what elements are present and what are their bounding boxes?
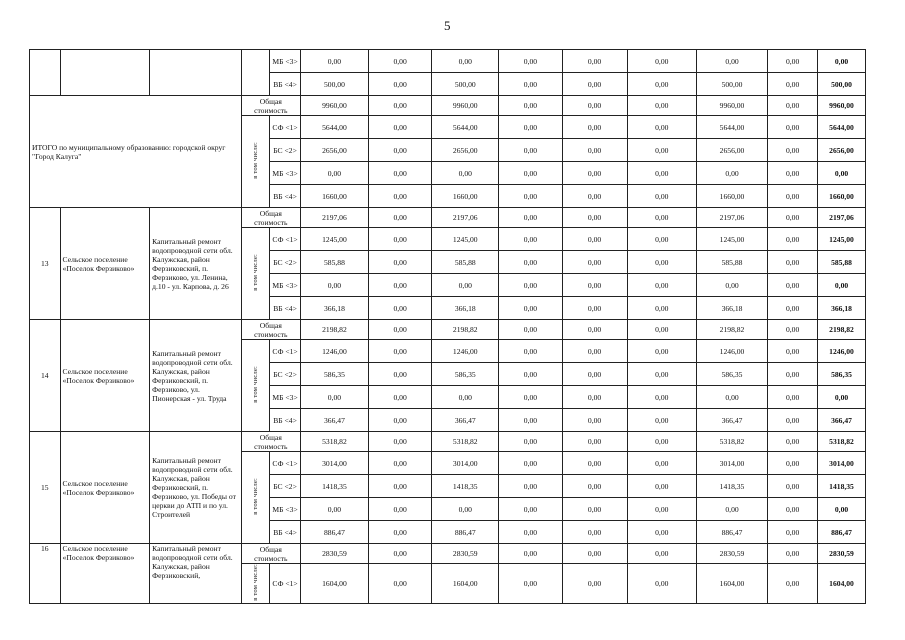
- value-cell: [818, 564, 866, 604]
- value-cell: 1418,35: [300, 475, 368, 498]
- value-cell: 586,35: [300, 363, 368, 386]
- value-cell: 2197,06: [432, 208, 499, 228]
- total-cost-label: Общая стоимость: [241, 432, 300, 452]
- object-description: Капитальный ремонт водопроводной сети обл. Калужская, район Ферзиковский,: [150, 544, 242, 604]
- value-cell: [818, 544, 866, 564]
- value-cell: 0,00: [768, 73, 818, 96]
- value-cell: 2198,82: [432, 320, 499, 340]
- value-cell: 0,00: [627, 116, 696, 139]
- total-cost-label: Общая стоимость: [241, 96, 300, 116]
- value-cell: 0,00: [499, 208, 562, 228]
- blank-index-cell: [30, 50, 61, 96]
- value-cell: 0,00: [369, 274, 432, 297]
- fund-type-label: ВБ <4>: [270, 409, 301, 432]
- row-total-value: 585,88: [831, 257, 852, 267]
- value-cell: 0,00: [627, 521, 696, 544]
- value-cell: 0,00: [627, 409, 696, 432]
- fund-type-label: СФ <1>: [270, 452, 301, 475]
- value-cell: [818, 521, 866, 544]
- value-cell: 0,00: [562, 521, 627, 544]
- value-cell: 1245,00: [432, 228, 499, 251]
- value-cell: 0,00: [369, 521, 432, 544]
- value-cell: 0,00: [499, 521, 562, 544]
- value-cell: 5318,82: [432, 432, 499, 452]
- value-cell: 0,00: [562, 297, 627, 320]
- value-cell: 0,00: [768, 544, 818, 564]
- value-cell: 0,00: [768, 96, 818, 116]
- value-cell: 1604,00: [696, 564, 767, 604]
- value-cell: 586,35: [432, 363, 499, 386]
- value-cell: 366,18: [432, 297, 499, 320]
- total-cost-label: Общая стоимость: [241, 320, 300, 340]
- municipality-name: Сельское поселение «Поселок Ферзиково»: [60, 544, 150, 604]
- value-cell: 0,00: [562, 274, 627, 297]
- value-cell: [818, 475, 866, 498]
- value-cell: 0,00: [562, 340, 627, 363]
- value-cell: 0,00: [627, 185, 696, 208]
- table-row: [30, 208, 866, 228]
- value-cell: 5644,00: [432, 116, 499, 139]
- value-cell: 2656,00: [432, 139, 499, 162]
- value-cell: 0,00: [300, 274, 368, 297]
- row-total-value: 886,47: [831, 527, 852, 537]
- in-that-number-text: в том числе:: [252, 564, 260, 601]
- value-cell: 0,00: [562, 409, 627, 432]
- value-cell: 0,00: [499, 409, 562, 432]
- value-cell: 0,00: [369, 320, 432, 340]
- value-cell: 0,00: [562, 432, 627, 452]
- value-cell: 0,00: [300, 50, 368, 73]
- table-row: [30, 50, 866, 73]
- value-cell: [818, 139, 866, 162]
- row-total-value: 2198,82: [829, 325, 854, 334]
- value-cell: 3014,00: [300, 452, 368, 475]
- object-description: Капитальный ремонт водопроводной сети обл. Калужская, район Ферзиковский, п. Ферзиково, ул. Ленина, д.10 - ул. Карпова, д. 26: [150, 208, 242, 320]
- value-cell: 0,00: [499, 96, 562, 116]
- value-cell: 0,00: [696, 386, 767, 409]
- in-that-number-text: в том числе:: [252, 366, 260, 403]
- fund-type-label: БС <2>: [270, 139, 301, 162]
- value-cell: 500,00: [432, 73, 499, 96]
- value-cell: 0,00: [369, 208, 432, 228]
- blank-municipality-cell: [60, 50, 150, 96]
- value-cell: [818, 274, 866, 297]
- value-cell: 0,00: [562, 50, 627, 73]
- value-cell: 2656,00: [300, 139, 368, 162]
- value-cell: 0,00: [499, 386, 562, 409]
- value-cell: 0,00: [562, 251, 627, 274]
- value-cell: 366,47: [696, 409, 767, 432]
- value-cell: 585,88: [432, 251, 499, 274]
- value-cell: 0,00: [696, 50, 767, 73]
- municipality-name: Сельское поселение «Поселок Ферзиково»: [60, 208, 150, 320]
- value-cell: 0,00: [768, 116, 818, 139]
- value-cell: 0,00: [499, 139, 562, 162]
- value-cell: 0,00: [432, 50, 499, 73]
- value-cell: 2198,82: [300, 320, 368, 340]
- value-cell: 0,00: [768, 432, 818, 452]
- value-cell: 0,00: [627, 73, 696, 96]
- row-total-value: 1246,00: [829, 346, 854, 356]
- value-cell: 0,00: [369, 96, 432, 116]
- fund-type-label: СФ <1>: [270, 116, 301, 139]
- table-row: [30, 96, 866, 116]
- value-cell: 1418,35: [696, 475, 767, 498]
- value-cell: 0,00: [499, 274, 562, 297]
- value-cell: 0,00: [369, 544, 432, 564]
- value-cell: 0,00: [768, 498, 818, 521]
- value-cell: 0,00: [627, 386, 696, 409]
- municipality-name: Сельское поселение «Поселок Ферзиково»: [60, 432, 150, 544]
- value-cell: 1418,35: [432, 475, 499, 498]
- value-cell: [818, 432, 866, 452]
- value-cell: 0,00: [562, 139, 627, 162]
- value-cell: 366,18: [300, 297, 368, 320]
- value-cell: 0,00: [768, 340, 818, 363]
- value-cell: 0,00: [499, 432, 562, 452]
- value-cell: 0,00: [369, 297, 432, 320]
- value-cell: 0,00: [562, 73, 627, 96]
- value-cell: 0,00: [562, 363, 627, 386]
- value-cell: 0,00: [499, 185, 562, 208]
- table-row: [30, 544, 866, 564]
- value-cell: 0,00: [369, 409, 432, 432]
- row-total-value: 1245,00: [829, 234, 854, 244]
- value-cell: [818, 162, 866, 185]
- value-cell: 0,00: [627, 139, 696, 162]
- value-cell: 0,00: [499, 320, 562, 340]
- in-that-number-label: [241, 116, 270, 208]
- in-that-number-label: [241, 452, 270, 544]
- value-cell: 0,00: [432, 386, 499, 409]
- value-cell: 2197,06: [300, 208, 368, 228]
- value-cell: 0,00: [627, 320, 696, 340]
- value-cell: 5644,00: [696, 116, 767, 139]
- value-cell: 0,00: [768, 185, 818, 208]
- row-total-value: 3014,00: [829, 458, 854, 468]
- page-number: 5: [444, 18, 451, 33]
- value-cell: 366,47: [432, 409, 499, 432]
- value-cell: 0,00: [499, 363, 562, 386]
- value-cell: 0,00: [432, 498, 499, 521]
- value-cell: [818, 73, 866, 96]
- value-cell: 1246,00: [300, 340, 368, 363]
- value-cell: 3014,00: [432, 452, 499, 475]
- value-cell: 2656,00: [696, 139, 767, 162]
- row-total-value: 0,00: [834, 280, 849, 290]
- value-cell: 0,00: [562, 208, 627, 228]
- value-cell: 366,18: [696, 297, 767, 320]
- value-cell: 0,00: [369, 432, 432, 452]
- total-cost-label: Общая стоимость: [241, 544, 300, 564]
- value-cell: 1246,00: [432, 340, 499, 363]
- value-cell: 1604,00: [432, 564, 499, 604]
- value-cell: 0,00: [768, 208, 818, 228]
- value-cell: 0,00: [499, 475, 562, 498]
- value-cell: 0,00: [369, 452, 432, 475]
- value-cell: 0,00: [768, 297, 818, 320]
- fund-type-label: СФ <1>: [270, 228, 301, 251]
- value-cell: 0,00: [562, 96, 627, 116]
- row-total-value: 586,35: [831, 369, 852, 379]
- budget-table: [29, 49, 866, 604]
- value-cell: 1660,00: [432, 185, 499, 208]
- value-cell: 0,00: [768, 475, 818, 498]
- value-cell: 2198,82: [696, 320, 767, 340]
- value-cell: 0,00: [768, 50, 818, 73]
- object-description: Капитальный ремонт водопроводной сети обл. Калужская, район Ферзиковский, п. Ферзиково, ул. Пионерская - ул. Труда: [150, 320, 242, 432]
- value-cell: 0,00: [768, 386, 818, 409]
- value-cell: [818, 498, 866, 521]
- value-cell: 0,00: [562, 116, 627, 139]
- value-cell: 0,00: [562, 185, 627, 208]
- value-cell: 1660,00: [300, 185, 368, 208]
- row-total-value: 5318,82: [829, 437, 854, 446]
- value-cell: 0,00: [627, 475, 696, 498]
- fund-type-label: БС <2>: [270, 363, 301, 386]
- value-cell: [818, 251, 866, 274]
- value-cell: [818, 228, 866, 251]
- row-total-value: 0,00: [834, 168, 849, 178]
- row-total-value: 366,18: [831, 303, 852, 313]
- fund-type-label: ВБ <4>: [270, 521, 301, 544]
- value-cell: 0,00: [696, 162, 767, 185]
- value-cell: 0,00: [369, 228, 432, 251]
- in-that-number-label: [241, 564, 270, 604]
- value-cell: 0,00: [627, 432, 696, 452]
- row-total-value: 2197,06: [829, 213, 854, 222]
- municipality-name: Сельское поселение «Поселок Ферзиково»: [60, 320, 150, 432]
- value-cell: 0,00: [627, 452, 696, 475]
- value-cell: 9960,00: [696, 96, 767, 116]
- row-total-value: 1604,00: [829, 578, 854, 588]
- value-cell: 0,00: [499, 73, 562, 96]
- value-cell: 0,00: [499, 251, 562, 274]
- value-cell: 886,47: [300, 521, 368, 544]
- in-that-number-text: в том числе:: [252, 142, 260, 179]
- value-cell: 0,00: [627, 50, 696, 73]
- itogo-label: ИТОГО по муниципальному образованию: городской округ "Город Калуга": [30, 96, 242, 208]
- value-cell: 0,00: [499, 50, 562, 73]
- value-cell: 886,47: [432, 521, 499, 544]
- blank-object-cell: [150, 50, 242, 96]
- fund-type-label: БС <2>: [270, 475, 301, 498]
- value-cell: 0,00: [499, 564, 562, 604]
- value-cell: 0,00: [369, 162, 432, 185]
- row-total-value: 5644,00: [829, 122, 854, 132]
- value-cell: 2197,06: [696, 208, 767, 228]
- value-cell: 0,00: [499, 544, 562, 564]
- value-cell: 0,00: [562, 386, 627, 409]
- value-cell: 1246,00: [696, 340, 767, 363]
- value-cell: 0,00: [627, 297, 696, 320]
- value-cell: 0,00: [369, 363, 432, 386]
- in-that-number-text: в том числе:: [252, 478, 260, 515]
- value-cell: 0,00: [768, 452, 818, 475]
- value-cell: [818, 50, 866, 73]
- value-cell: 586,35: [696, 363, 767, 386]
- value-cell: 0,00: [696, 274, 767, 297]
- value-cell: 0,00: [369, 73, 432, 96]
- blank-vertical-cell: [241, 50, 270, 96]
- object-description: Капитальный ремонт водопроводной сети обл. Калужская, район Ферзиковский, п. Ферзиково, ул. Победы от церкви до АТП и по ул. Строителей: [150, 432, 242, 544]
- value-cell: 0,00: [499, 297, 562, 320]
- value-cell: 0,00: [627, 544, 696, 564]
- value-cell: 0,00: [300, 162, 368, 185]
- value-cell: 2830,59: [300, 544, 368, 564]
- value-cell: 0,00: [499, 340, 562, 363]
- value-cell: 5318,82: [696, 432, 767, 452]
- value-cell: 0,00: [768, 228, 818, 251]
- value-cell: [818, 363, 866, 386]
- value-cell: 0,00: [369, 139, 432, 162]
- value-cell: [818, 409, 866, 432]
- value-cell: [818, 96, 866, 116]
- value-cell: 500,00: [696, 73, 767, 96]
- value-cell: 2830,59: [432, 544, 499, 564]
- value-cell: 0,00: [369, 50, 432, 73]
- entry-index: 16: [30, 544, 61, 604]
- value-cell: 0,00: [627, 564, 696, 604]
- value-cell: 0,00: [562, 475, 627, 498]
- entry-index: 15: [30, 432, 61, 544]
- value-cell: 0,00: [627, 340, 696, 363]
- value-cell: 0,00: [369, 564, 432, 604]
- value-cell: [818, 340, 866, 363]
- value-cell: 0,00: [768, 320, 818, 340]
- row-total-value: 9960,00: [829, 101, 854, 110]
- table-row: [30, 432, 866, 452]
- fund-type-label: МБ <3>: [270, 50, 301, 73]
- value-cell: 0,00: [432, 162, 499, 185]
- value-cell: 0,00: [432, 274, 499, 297]
- value-cell: 1245,00: [696, 228, 767, 251]
- value-cell: 0,00: [300, 498, 368, 521]
- value-cell: 585,88: [696, 251, 767, 274]
- row-total-value: 0,00: [834, 56, 849, 66]
- value-cell: 2830,59: [696, 544, 767, 564]
- value-cell: [818, 116, 866, 139]
- entry-index: 13: [30, 208, 61, 320]
- value-cell: 0,00: [768, 251, 818, 274]
- value-cell: 0,00: [696, 498, 767, 521]
- value-cell: 366,47: [300, 409, 368, 432]
- value-cell: 0,00: [499, 116, 562, 139]
- fund-type-label: МБ <3>: [270, 274, 301, 297]
- row-total-value: 1660,00: [829, 191, 854, 201]
- value-cell: 0,00: [562, 162, 627, 185]
- value-cell: 0,00: [627, 162, 696, 185]
- value-cell: 500,00: [300, 73, 368, 96]
- value-cell: 0,00: [369, 386, 432, 409]
- row-total-value: 500,00: [831, 79, 852, 89]
- value-cell: 0,00: [499, 498, 562, 521]
- value-cell: 9960,00: [300, 96, 368, 116]
- fund-type-label: ВБ <4>: [270, 73, 301, 96]
- value-cell: 0,00: [768, 162, 818, 185]
- row-total-value: 2830,59: [829, 549, 854, 558]
- value-cell: 0,00: [627, 498, 696, 521]
- fund-type-label: ВБ <4>: [270, 185, 301, 208]
- value-cell: 0,00: [562, 320, 627, 340]
- value-cell: 0,00: [562, 544, 627, 564]
- value-cell: 0,00: [768, 564, 818, 604]
- fund-type-label: СФ <1>: [270, 564, 301, 604]
- in-that-number-label: [241, 340, 270, 432]
- value-cell: 1660,00: [696, 185, 767, 208]
- value-cell: 0,00: [627, 274, 696, 297]
- value-cell: 0,00: [627, 208, 696, 228]
- value-cell: 0,00: [499, 162, 562, 185]
- value-cell: 0,00: [627, 363, 696, 386]
- value-cell: [818, 320, 866, 340]
- table-row: [30, 320, 866, 340]
- value-cell: 0,00: [369, 475, 432, 498]
- value-cell: [818, 452, 866, 475]
- value-cell: 0,00: [768, 409, 818, 432]
- value-cell: [818, 386, 866, 409]
- value-cell: 0,00: [562, 452, 627, 475]
- value-cell: 0,00: [768, 274, 818, 297]
- value-cell: 0,00: [768, 521, 818, 544]
- value-cell: 1604,00: [300, 564, 368, 604]
- value-cell: 0,00: [369, 340, 432, 363]
- value-cell: 0,00: [369, 498, 432, 521]
- value-cell: 0,00: [627, 96, 696, 116]
- value-cell: 0,00: [369, 251, 432, 274]
- value-cell: [818, 208, 866, 228]
- fund-type-label: ВБ <4>: [270, 297, 301, 320]
- row-total-value: 0,00: [834, 504, 849, 514]
- value-cell: 585,88: [300, 251, 368, 274]
- value-cell: 0,00: [768, 363, 818, 386]
- value-cell: 0,00: [499, 452, 562, 475]
- value-cell: 0,00: [369, 185, 432, 208]
- value-cell: 0,00: [562, 228, 627, 251]
- row-total-value: 1418,35: [829, 481, 854, 491]
- value-cell: 9960,00: [432, 96, 499, 116]
- value-cell: 0,00: [627, 251, 696, 274]
- fund-type-label: МБ <3>: [270, 498, 301, 521]
- value-cell: 1245,00: [300, 228, 368, 251]
- row-total-value: 366,47: [831, 415, 852, 425]
- value-cell: 0,00: [562, 564, 627, 604]
- value-cell: 5644,00: [300, 116, 368, 139]
- in-that-number-text: в том числе:: [252, 254, 260, 291]
- value-cell: [818, 185, 866, 208]
- row-total-value: 2656,00: [829, 145, 854, 155]
- value-cell: [818, 297, 866, 320]
- value-cell: 0,00: [627, 228, 696, 251]
- row-total-value: 0,00: [834, 392, 849, 402]
- value-cell: 886,47: [696, 521, 767, 544]
- fund-type-label: СФ <1>: [270, 340, 301, 363]
- in-that-number-label: [241, 228, 270, 320]
- value-cell: 5318,82: [300, 432, 368, 452]
- value-cell: 0,00: [369, 116, 432, 139]
- value-cell: 0,00: [300, 386, 368, 409]
- value-cell: 0,00: [562, 498, 627, 521]
- value-cell: 0,00: [499, 228, 562, 251]
- fund-type-label: МБ <3>: [270, 386, 301, 409]
- total-cost-label: Общая стоимость: [241, 208, 300, 228]
- value-cell: 3014,00: [696, 452, 767, 475]
- fund-type-label: МБ <3>: [270, 162, 301, 185]
- value-cell: 0,00: [768, 139, 818, 162]
- fund-type-label: БС <2>: [270, 251, 301, 274]
- entry-index: 14: [30, 320, 61, 432]
